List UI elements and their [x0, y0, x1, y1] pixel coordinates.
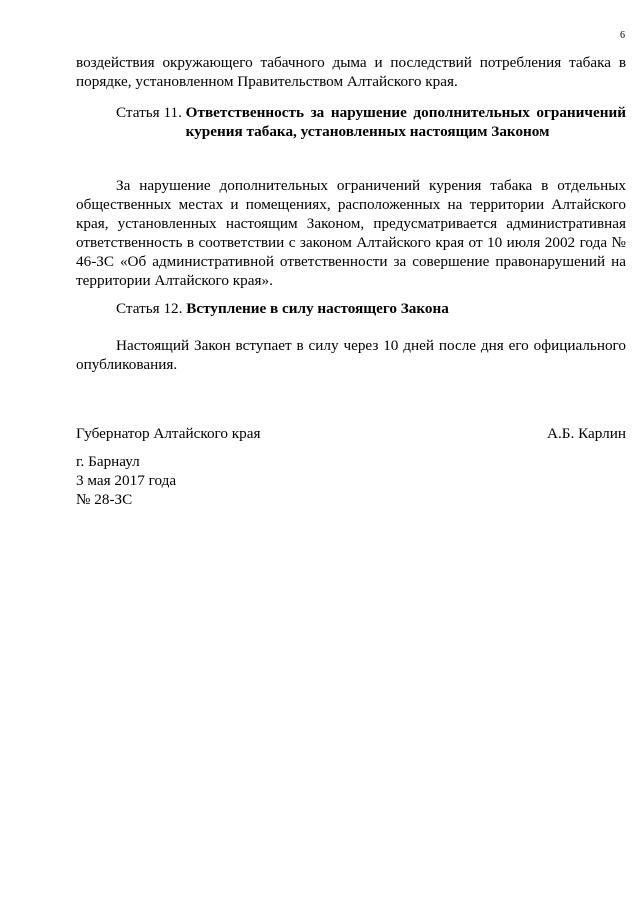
document-date: 3 мая 2017 года [76, 472, 177, 489]
article-11-text: За нарушение дополнительных ограничений курения табака в отдельных общественных местах и помещениях, расположенных на территории Алтайского края, установленных настоящим Законом, предусматривается административная ответственность в соответствии с законом Алтайского края от 10 июля 2002 года № 46-ЗС «Об административной ответственности за совершение правонарушений на территории Алтайского края». [76, 177, 626, 289]
signatory-position: Губернатор Алтайского края [76, 425, 261, 442]
article-11-heading [116, 103, 626, 141]
document-details [76, 452, 176, 509]
document-number: № 28-ЗС [76, 491, 133, 508]
document-place: г. Барнаул [76, 453, 140, 470]
article-12-text: Настоящий Закон вступает в силу через 10 дней после дня его официального опубликования. [76, 337, 626, 373]
article-12-heading [116, 299, 626, 318]
signature-block [76, 424, 626, 443]
signatory-name: А.Б. Карлин [547, 425, 626, 442]
page-number: 6 [620, 30, 625, 41]
article-11-title: Ответственность за нарушение дополнительных ограничений курения табака, установленных настоящим Законом [185, 104, 626, 140]
article-12-title: Вступление в силу настоящего Закона [186, 300, 449, 317]
article-11-label: Статья 11. [116, 104, 186, 121]
article-12-label: Статья 12. [116, 300, 187, 317]
paragraph-continuation: воздействия окружающего табачного дыма и последствий потребления табака в порядке, установленном Правительством Алтайского края. [76, 54, 626, 90]
